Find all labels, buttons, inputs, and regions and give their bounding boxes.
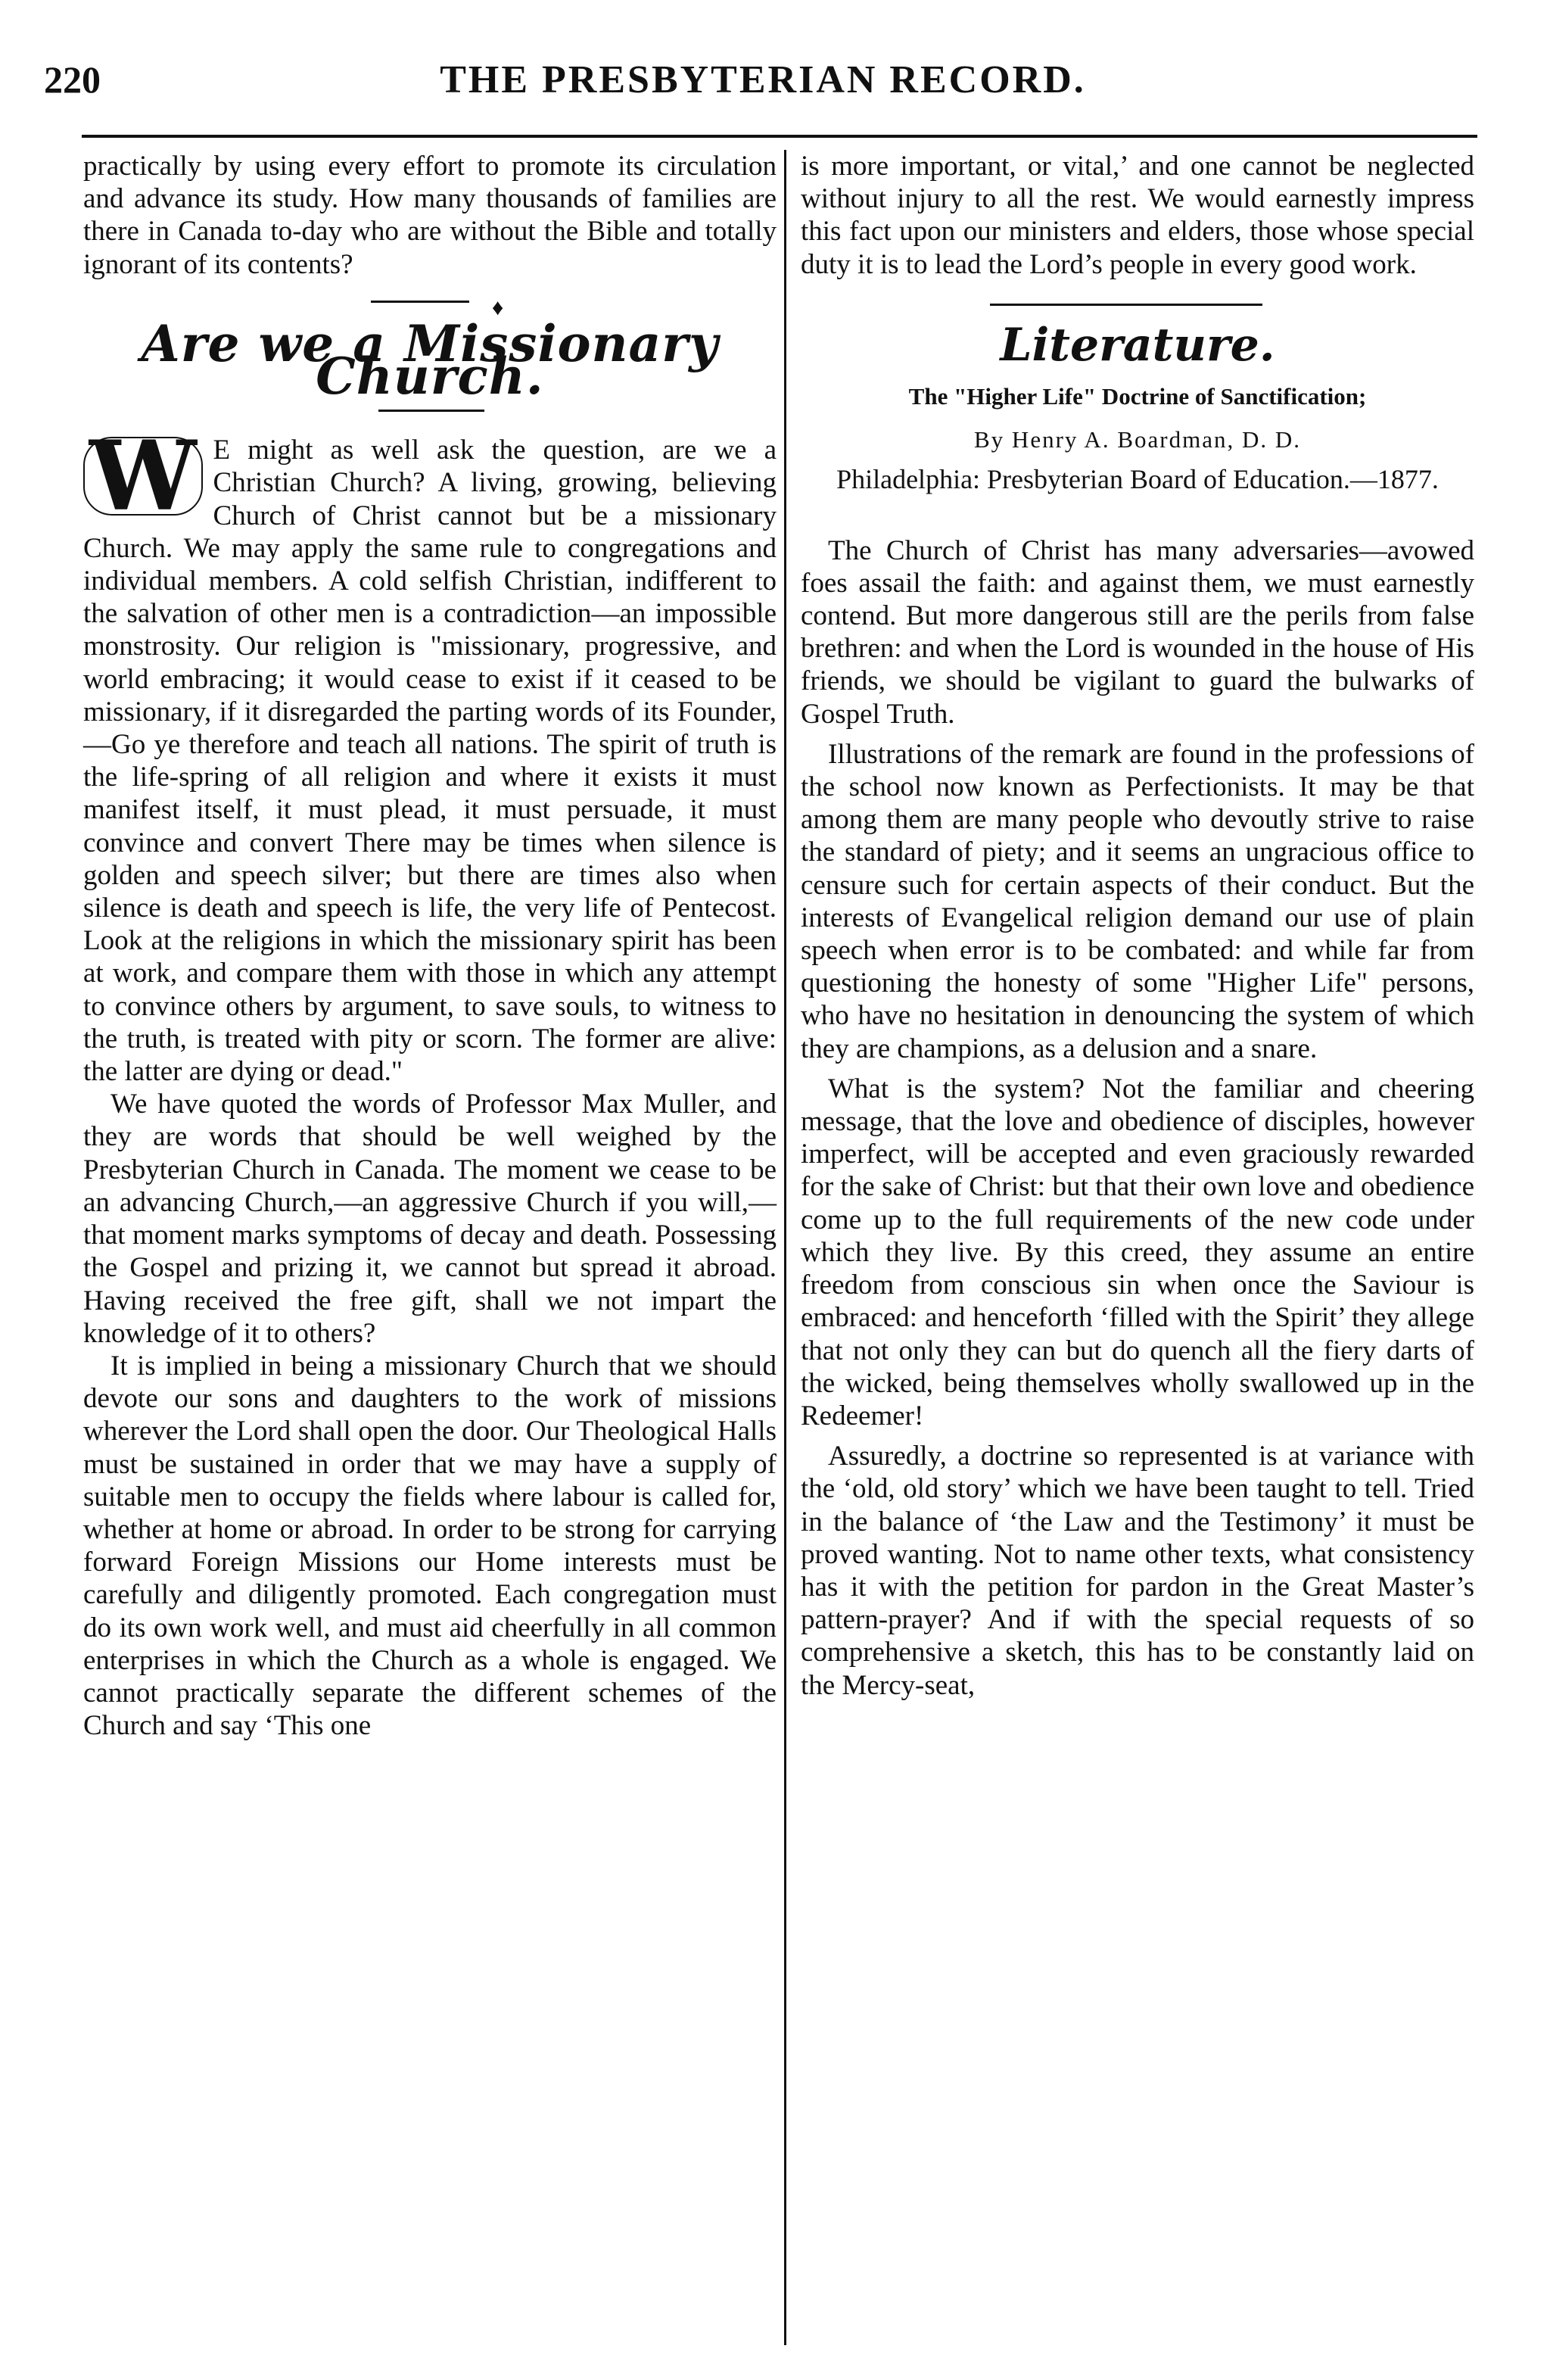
- continued-paragraph-right: is more important, or vital,’ and one cannot be neglected without injury to all the rest. We would earnestly impress this fact upon our ministers and elders, those whose special duty it is to lead the Lord’s people in every good work.: [801, 151, 1474, 280]
- book-publisher: Philadelphia: Presbyterian Board of Education.—1877.: [836, 464, 1439, 495]
- running-title: THE PRESBYTERIAN RECORD.: [440, 58, 1086, 101]
- article-paragraph-3: It is implied in being a missionary Church that we should devote our sons and daughters to the work of missions wherever the Lord shall open the door. Our Theological Halls must be sustained in order that we may have a supply of suitable men to occupy the fields where labour is called for, whether at home or abroad. In order to be strong for carrying forward Foreign Missions our Home interests must be carefully and diligently promoted. Each congregation must do its own work well, and must aid cheerfully in all common enterprises in which the Church as a whole is engaged. We cannot practically separate the different schemes of the Church and say ‘This one: [83, 1350, 777, 1742]
- article-paragraph-2: We have quoted the words of Professor Max Muller, and they are words that should be well weighed by the Presbyterian Church in Canada. The moment we cease to be an advancing Church,—an aggressive Church if you will,—that moment marks symptoms of decay and death. Possessing the Gospel and prizing it, we cannot but spread it abroad. Having received the free gift, shall we not impart the knowledge of it to others?: [83, 1089, 777, 1349]
- review-paragraph-3: What is the system? Not the familiar and cheering message, that the love and obedience of disciples, however imperfect, will be accepted and even graciously rewarded for the sake of Christ: but that their own love and obedience come up to the full requirements of the new code under which they live. By this creed, they assume an entire freedom from conscious sin when once the Saviour is embraced: and henceforth ‘filled with the Spirit’ they allege that not only they can but do quench all the fiery darts of the wicked, being themselves wholly swallowed up in the Redeemer!: [801, 1073, 1474, 1431]
- ornament-rule: [378, 410, 484, 412]
- review-paragraph-2: Illustrations of the remark are found in the professions of the school now known as Perfectionists. It may be that among them are many people who devoutly strive to raise the standard of piety; and it seems an ungracious office to censure such for certain aspects of their conduct. But the interests of Evangelical religion demand our use of plain speech when error is to be combated: and while far from questioning the honesty of some "Higher Life" persons, who have no hesitation in denouncing the system of which they are champions, as a delusion and a snare.: [801, 738, 1474, 1064]
- column-divider: [784, 150, 786, 2345]
- review-paragraph-1: The Church of Christ has many adversaries—avowed foes assail the faith: and against them, we must earnestly contend. But more dangerous still are the perils from false brethren: and when the Lord is wounded in the house of His friends, we should be vigilant to guard the bulwarks of Gospel Truth.: [801, 534, 1474, 730]
- separator-rule: [371, 301, 469, 303]
- page-number: 220: [44, 58, 101, 101]
- article-body-start: [83, 420, 777, 1088]
- book-author: By Henry A. Boardman, D. D.: [974, 426, 1301, 453]
- section-title-literature: Literature.: [1000, 318, 1275, 372]
- article-paragraph-1: E might as well ask the question, are we a Christian Church? A living, growing, believing Church of Christ cannot but be a missionary Church. We may apply the same rule to congregations and individual members. A cold selfish Christian, indifferent to the salvation of other men is a contradiction—an impossible monstrosity. Our religion is "missionary, progressive, and world embracing; it would cease to exist if it ceased to be missionary, if it disregarded the parting words of its Founder,—Go ye therefore and teach all nations. The spirit of truth is the life-spring of all religion and where it exists it must manifest itself, it must plead, it must persuade, it must convince and convert There may be times when silence is golden and speech silver; but there are times also when silence is death and speech is life, the very life of Pentecost. Look at the religions in which the missionary spirit has been at work, and compare them with those in which any attempt to convince others by argument, to save souls, to witness to the truth, is treated with pity or scorn. The former are alive: the latter are dying or dead.": [83, 435, 777, 1088]
- continued-paragraph: practically by using every effort to promote its circulation and advance its study. How many thousands of families are there in Canada to-day who are without the Bible and totally ignorant of its contents?: [83, 151, 777, 280]
- left-column: [83, 150, 777, 1742]
- header-rule: [82, 135, 1477, 138]
- article-title: Are we a Missionary Church.: [141, 313, 719, 407]
- right-column: [801, 150, 1474, 1702]
- right-separator: [801, 281, 1474, 326]
- right-separator-rule: [990, 304, 1262, 306]
- drop-cap: W: [83, 437, 203, 516]
- book-title: The "Higher Life" Doctrine of Sanctification;: [908, 383, 1367, 410]
- review-paragraph-4: Assuredly, a doctrine so represented is at variance with the ‘old, old story’ which we have been taught to tell. Tried in the balance of ‘the Law and the Testimony’ it must be proved wanting. Not to name other texts, what consistency has it with the petition for pardon in the Great Master’s pattern-prayer? And if with the special requests of so comprehensive a sketch, this has to be constantly laid on the Mercy-seat,: [801, 1441, 1474, 1701]
- separator-dot: ♦: [492, 294, 504, 320]
- section-separator: [83, 281, 777, 322]
- page-header: [44, 51, 1482, 112]
